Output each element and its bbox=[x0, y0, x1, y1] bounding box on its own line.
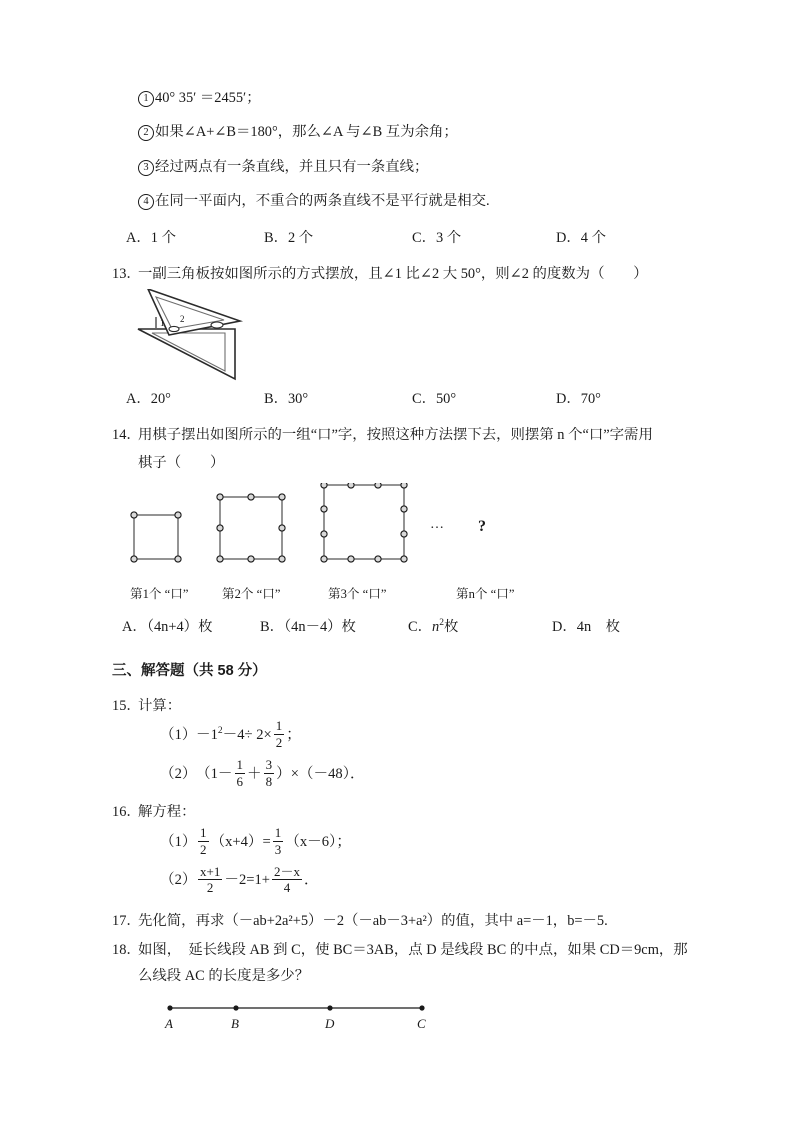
option-a[interactable]: A．20° bbox=[126, 391, 171, 408]
fraction-denominator: 6 bbox=[236, 773, 243, 789]
expr-tail: ． bbox=[304, 872, 319, 889]
caption-n: 第n个 “口” bbox=[456, 586, 515, 601]
option-d[interactable]: D．4n 枚 bbox=[552, 618, 620, 635]
statement-text-1: 40° 35′ ＝2455′； bbox=[155, 90, 261, 106]
page-content bbox=[112, 88, 690, 1044]
question-18-line2 bbox=[138, 966, 690, 988]
question-18-text-line1: 如图， 延长线段 AB 到 C，使 BC＝3AB，点 D 是线段 BC 的中点，如果 CD＝9cm，那 bbox=[138, 942, 688, 959]
question-15-number: 15． bbox=[112, 697, 141, 714]
question-14 bbox=[112, 425, 690, 447]
expr-tail: （x－6）； bbox=[285, 833, 351, 850]
fraction-2-minus-x-over-4 bbox=[272, 865, 302, 896]
question-14-text-line2: 棋子（ ） bbox=[138, 455, 225, 472]
question-14-number: 14． bbox=[112, 427, 141, 444]
question-17-text: 先化简，再求（－ab+2a²+5）－2（－ab－3+a²）的值，其中 a=－1，b=－5. bbox=[138, 912, 608, 929]
segment-point-c-dot bbox=[419, 1005, 424, 1010]
question-17 bbox=[112, 911, 690, 933]
statement-text-2: 如果∠A+∠B＝180°，那么∠A 与∠B 互为余角； bbox=[155, 124, 458, 141]
option-c[interactable]: C．50° bbox=[412, 391, 457, 408]
fraction-denominator: 4 bbox=[283, 880, 291, 896]
caption-1: 第1个 “口” bbox=[130, 586, 189, 601]
expr-lead: （1－ bbox=[196, 765, 233, 782]
fraction-numerator: 2－x bbox=[274, 863, 301, 879]
segment-label-a: A bbox=[165, 1015, 173, 1031]
fraction-x-plus-1-over-2 bbox=[198, 865, 222, 896]
item-label-1: （1） bbox=[160, 727, 197, 744]
caption-2: 第2个 “口” bbox=[222, 586, 281, 601]
statement-text-3: 经过两点有一条直线，并且只有一条直线； bbox=[155, 158, 429, 175]
statement-text-4: 在同一平面内，不重合的两条直线不是平行就是相交. bbox=[155, 193, 490, 210]
question-13-number: 13． bbox=[112, 265, 141, 282]
question-15 bbox=[112, 696, 690, 718]
option-a[interactable]: A．1 个 bbox=[126, 229, 176, 246]
question-17-number: 17． bbox=[112, 912, 141, 929]
fraction-one-sixth bbox=[235, 758, 246, 789]
expr-tail: ）×（－48）． bbox=[276, 765, 365, 782]
circled-number-1: 1 bbox=[138, 91, 154, 107]
question-13-text: 一副三角板按如图所示的方式摆放，且∠1 比∠2 大 50°，则∠2 的度数为（ ） bbox=[138, 265, 648, 282]
fraction-denominator: 2 bbox=[275, 735, 283, 751]
option-c-suffix: 枚 bbox=[443, 618, 459, 635]
fraction-denominator: 3 bbox=[274, 841, 282, 857]
expr-mid: －2=1+ bbox=[224, 872, 270, 889]
item-label-2: （2） bbox=[160, 872, 197, 889]
question-mark-label: ? bbox=[478, 517, 486, 535]
option-b[interactable]: B．2 个 bbox=[264, 229, 314, 246]
segment-label-d: D bbox=[325, 1015, 335, 1031]
question-18-number: 18． bbox=[112, 942, 141, 959]
option-b[interactable]: B．（4n－4）枚 bbox=[260, 618, 356, 635]
expr-tail: ； bbox=[286, 727, 301, 744]
fraction-numerator: 1 bbox=[275, 718, 283, 734]
statement-item-3 bbox=[138, 157, 690, 177]
question-14-line2 bbox=[138, 453, 690, 475]
statement-item-4 bbox=[138, 191, 690, 211]
option-d[interactable]: D．4 个 bbox=[556, 229, 606, 246]
expr-exponent: 2 bbox=[217, 726, 223, 737]
option-c-exponent: 2 bbox=[439, 617, 444, 628]
angle-1-label: 1 bbox=[160, 318, 165, 329]
segment-label-c: C bbox=[417, 1015, 426, 1031]
question-15-item-1 bbox=[160, 717, 690, 753]
question-18-text-line2: 么线段 AC 的长度是多少？ bbox=[138, 968, 310, 985]
question-16 bbox=[112, 802, 690, 824]
triangle-rulers-svg bbox=[112, 289, 312, 381]
option-d[interactable]: D．70° bbox=[556, 391, 601, 408]
fraction-numerator: 1 bbox=[274, 825, 282, 841]
option-c-variable: n bbox=[432, 618, 440, 635]
expr-mid: －4÷ 2× bbox=[222, 727, 272, 744]
question-14-text-line1: 用棋子摆出如图所示的一组“口”字，按照这种方法摆下去，则摆第 n 个“口”字需用 bbox=[138, 427, 653, 444]
question-12-options bbox=[112, 226, 690, 246]
chess-squares-figure bbox=[112, 483, 690, 583]
fraction-three-eighths bbox=[264, 758, 275, 789]
question-13 bbox=[112, 264, 690, 286]
segment-point-d-dot bbox=[327, 1005, 332, 1010]
segment-point-b-dot bbox=[233, 1005, 238, 1010]
fraction-denominator: 2 bbox=[200, 841, 207, 857]
question-16-text: 解方程： bbox=[138, 804, 196, 821]
question-16-item-2 bbox=[160, 862, 690, 898]
segment-svg bbox=[140, 998, 470, 1044]
fraction-one-half bbox=[274, 719, 285, 750]
question-16-item-1 bbox=[160, 824, 690, 860]
option-a[interactable]: A．（4n+4）枚 bbox=[122, 618, 213, 635]
question-15-text: 计算： bbox=[138, 697, 182, 714]
option-b[interactable]: B．30° bbox=[264, 391, 309, 408]
fraction-numerator: 1 bbox=[200, 825, 207, 841]
caption-3: 第3个 “口” bbox=[328, 586, 387, 601]
chess-squares-svg bbox=[112, 483, 532, 573]
expr-mid: （x+4）= bbox=[210, 833, 271, 850]
fraction-numerator: 3 bbox=[265, 756, 273, 772]
angle-2-label: 2 bbox=[180, 314, 185, 325]
fraction-one-half bbox=[198, 826, 209, 857]
ellipsis-label: … bbox=[430, 516, 444, 532]
fraction-one-third bbox=[273, 826, 284, 857]
segment-point-a-dot bbox=[167, 1005, 172, 1010]
segment-figure bbox=[112, 998, 690, 1044]
option-c-prefix: C． bbox=[408, 618, 432, 635]
option-c[interactable] bbox=[408, 615, 458, 636]
circled-number-2: 2 bbox=[138, 125, 154, 141]
question-18 bbox=[112, 940, 690, 962]
circled-number-3: 3 bbox=[138, 160, 154, 176]
segment-label-b: B bbox=[231, 1015, 239, 1031]
question-15-item-2 bbox=[160, 756, 690, 792]
question-14-options bbox=[112, 615, 690, 635]
fraction-denominator: 2 bbox=[206, 880, 214, 896]
question-16-number: 16． bbox=[112, 804, 141, 821]
section-heading: 三、解答题（共 58 分） bbox=[112, 662, 267, 679]
expr-lead: －1 bbox=[196, 727, 218, 744]
fraction-numerator: x+1 bbox=[200, 863, 221, 879]
item-label-1: （1） bbox=[160, 833, 197, 850]
item-label-2: （2） bbox=[160, 765, 197, 782]
chess-squares-captions bbox=[112, 583, 690, 605]
fraction-denominator: 8 bbox=[265, 773, 273, 789]
circled-number-4: 4 bbox=[138, 194, 154, 210]
statement-item-2 bbox=[138, 122, 690, 142]
triangle-rulers-figure bbox=[112, 289, 690, 381]
expr-mid: ＋ bbox=[247, 765, 262, 782]
option-c[interactable]: C．3 个 bbox=[412, 229, 462, 246]
question-13-options bbox=[112, 387, 690, 407]
statement-item-1 bbox=[138, 88, 690, 108]
fraction-numerator: 1 bbox=[236, 756, 243, 772]
